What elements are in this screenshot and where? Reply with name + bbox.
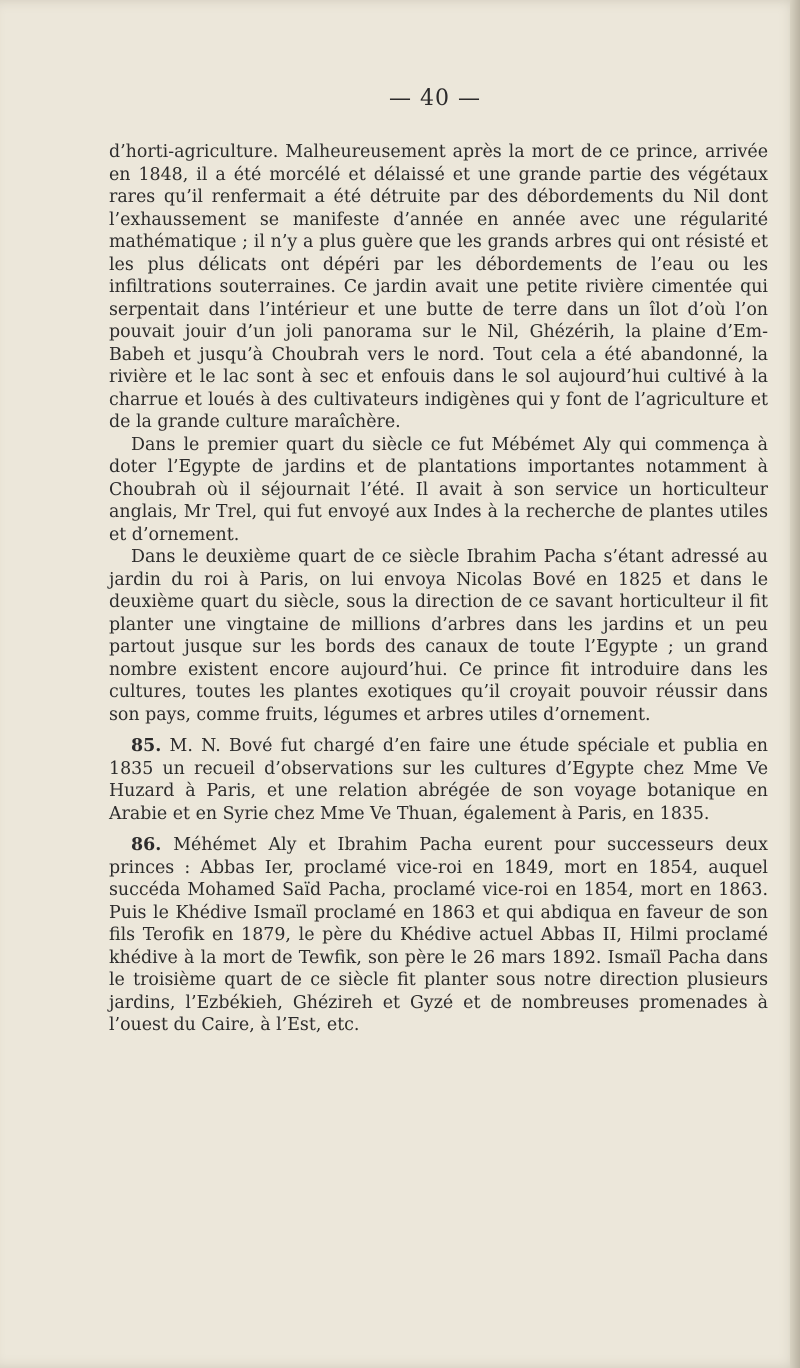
paragraph-86 [109,834,768,1037]
page-number: — 40 — [389,86,481,111]
section-number-85: 85. [131,736,162,756]
paragraph-85-text: M. N. Bové fut chargé d’en faire une étude spéciale et publia en 1835 un recueil d’observations sur les cultures d’Egypte chez Mme Ve Huzard à Paris, et une relation abrégée de son voyage botanique en Arabie et en Syrie chez Mme Ve Thuan, également à Paris, en 1835. [109,736,768,824]
paragraph-1: d’horti-agriculture. Malheureusement après la mort de ce prince, arrivée en 1848, il a été morcélé et délaissé et une grande partie des végétaux rares qu’il renfermait a été détruite par des débordements du Nil dont l’exhaussement se manifeste d’année en année avec une régularité mathématique ; il n’y a plus guère que les grands arbres qui ont résisté et les plus délicats ont dépéri par les débordements de l’eau ou les infiltrations souterraines. Ce jardin avait une petite rivière cimentée qui serpentait dans l’intérieur et une butte de terre dans un îlot d’où l’on pouvait jouir d’un joli panorama sur le Nil, Ghézérih, la plaine d’Em-Babeh et jusqu’à Choubrah vers le nord. Tout cela a été abandonné, la rivière et le lac sont à sec et enfouis dans le sol aujourd’hui cultivé à la charrue et loués à des cultivateurs indigènes qui y font de l’agriculture et de la grande culture maraîchère. [109,142,768,432]
paragraph-3: Dans le deuxième quart de ce siècle Ibrahim Pacha s’étant adressé au jardin du roi à Paris, on lui envoya Nicolas Bové en 1825 et dans le deuxième quart du siècle, sous la direction de ce savant horticulteur il fit planter une vingtaine de millions d’arbres dans les jardins et un peu partout jusque sur les bords des canaux de toute l’Egypte ; un grand nombre existent encore aujourd’hui. Ce prince fit introduire dans les cultures, toutes les plantes exotiques qu’il croyait pouvoir réussir dans son pays, comme fruits, légumes et arbres utiles d’ornement. [109,547,768,725]
page-edge-shadow [790,0,800,1368]
paragraph-2: Dans le premier quart du siècle ce fut Mébémet Aly qui commença à doter l’Egypte de jardins et de plantations importantes notamment à Choubrah où il séjournait l’été. Il avait à son service un horticulteur anglais, Mr Trel, qui fut envoyé aux Indes à la recherche de plantes utiles et d’ornement. [109,434,768,545]
paragraph-86-text: Méhémet Aly et Ibrahim Pacha eurent pour successeurs deux princes : Abbas Ier, proclamé vice-roi en 1849, mort en 1854, auquel succéda Mohamed Saïd Pacha, proclamé vice-roi en 1854, mort en 1863. Puis le Khédive Ismaïl proclamé en 1863 et qui abdiqua en faveur de son fils Terofik en 1879, le père du Khédive actuel Abbas II, Hilmi proclamé khédive à la mort de Tewfik, son père le 26 mars 1892. Ismaïl Pacha dans le troisième quart de ce siècle fit planter sous notre direction plusieurs jardins, l’Ezbékieh, Ghézireh et Gyzé et de nombreuses promenades à l’ouest du Caire, à l’Est, etc. [109,835,768,1035]
body-text [109,141,768,1037]
paragraph-85 [109,735,768,825]
section-number-86: 86. [131,835,162,855]
